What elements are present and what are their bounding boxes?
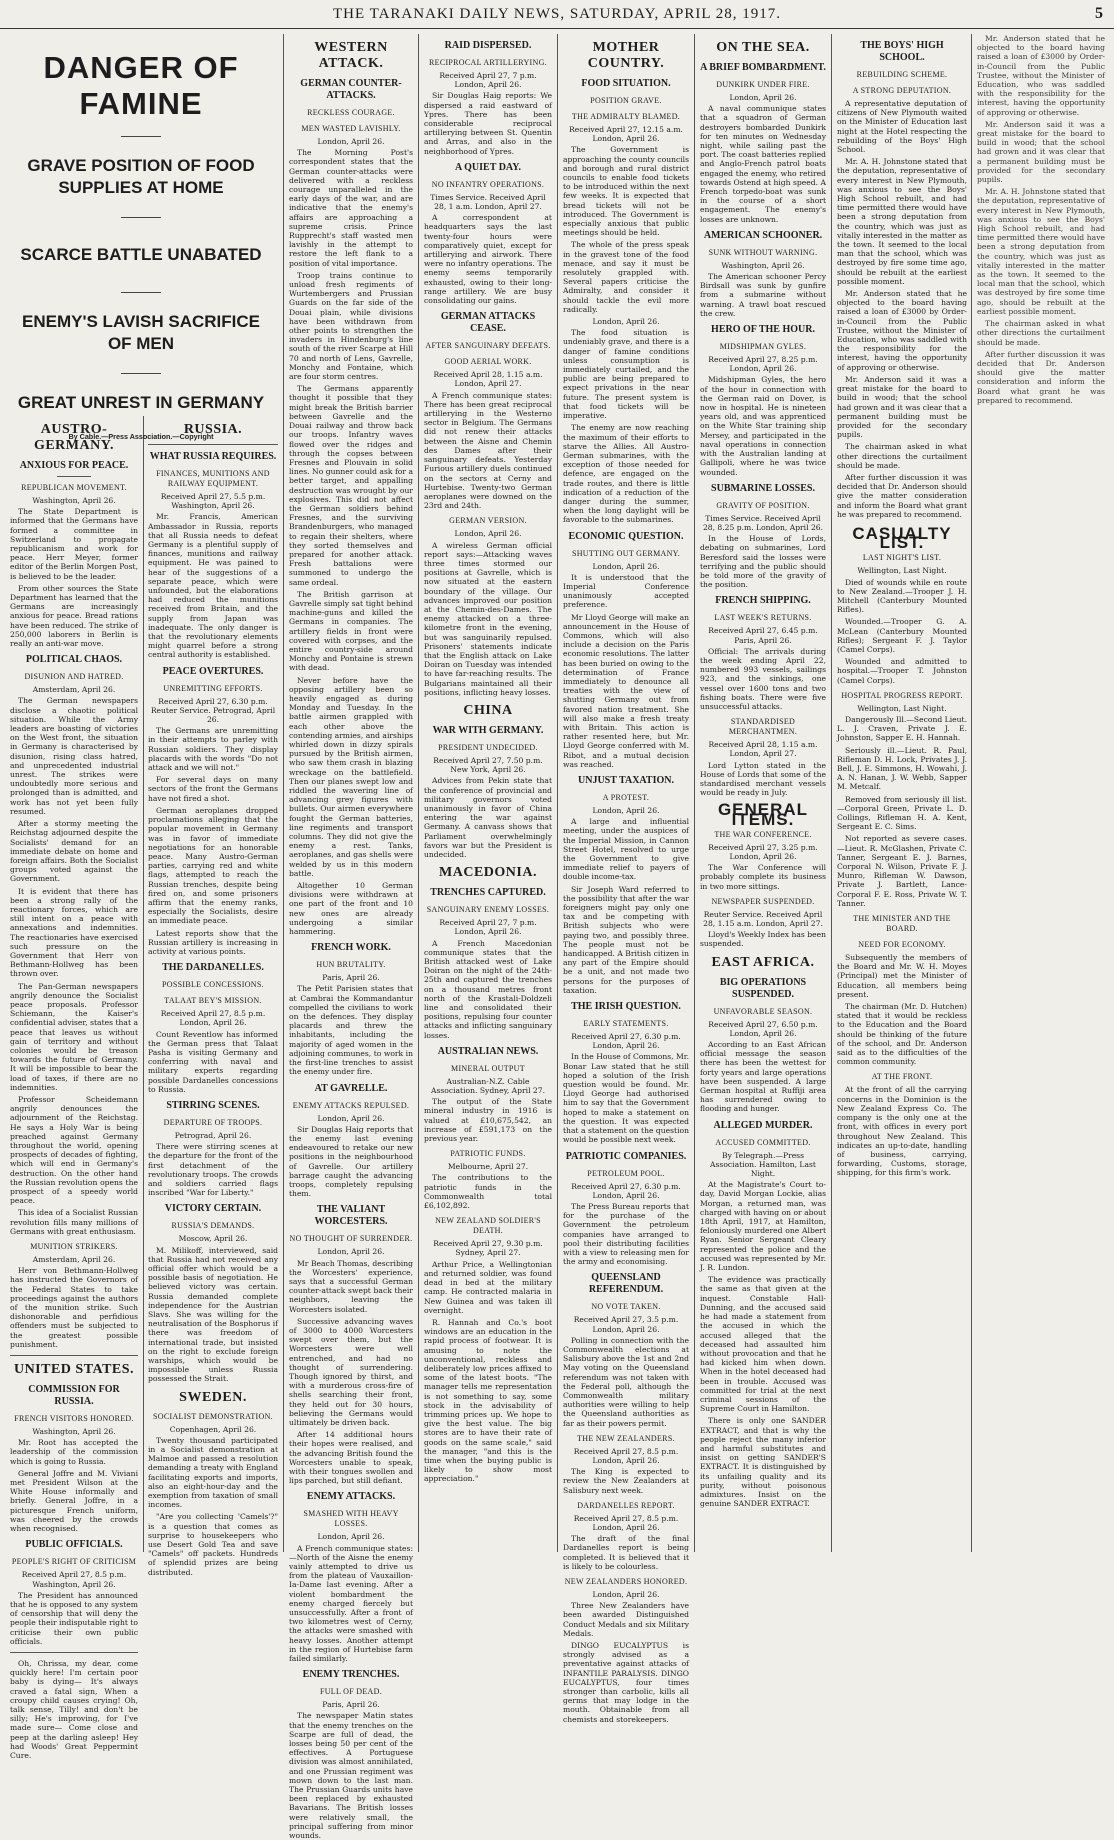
heading-valiant-worcesters: THE VALIANT WORCESTERS. [314,1204,388,1228]
dateline: Paris, April 26. [322,1700,380,1710]
divider [10,1355,138,1356]
article-paragraph: After further discussion it was decided that Dr. Anderson should give the matter consideration and inform the Board what grant he was prepared to recommend. [837,472,967,519]
subheading: SANGUINARY ENEMY LOSSES. [426,905,550,915]
heading-nz-soldier-death: NEW ZEALAND SOLDIER'S DEATH. [435,1216,541,1236]
article-paragraph: It is understood that the Imperial Conference unanimously accepted preference. [563,572,689,610]
article-paragraph: The Morning Post's correspondent states that the German counter-attacks were delivered with a reckless courage unparalleled in the early days of the war, and are indicative that the enemy's affairs are approaching a supreme crisis. Prince Rupprecht's staff wasted men lavishly in the attempt to restore the left flank to a position of vital importance. [289,148,413,268]
article-paragraph: Sir Douglas Haig reports: We dispersed a raid eastward of Ypres. There has been considerable reciprocal artillerying between St. Quentin and Arras, and also in the neighborhood of Ypres. [424,91,552,156]
article-paragraph: A naval communique states that a squadron of German destroyers bombarded Dunkirk for ten minutes on Wednesday night, while sailing past the port. The coast batteries replied and Anglo-French patrol boats engaged the enemy, who retired towards Ostend at high speed. A French torpedo-boat was sunk in the course of a short engagement. The enemy's losses are unknown. [700,104,826,224]
banner-headline-sacrifice: ENEMY'S LAVISH SACRIFICE OF MEN [22,312,260,353]
article-paragraph: Mr. Anderson said it was a great mistake for the board to build in wood; that the school had grown and it was clear that a permanent building must be provided for the secondary pupils. [977,119,1105,185]
dateline: Received April 27, 8.5 p.m. London, April 26. [160,1009,266,1028]
subheading: PETROLEUM POOL. [587,1168,665,1178]
heading-at-gavrelle: AT GAVRELLE. [314,1082,388,1094]
dateline: Reuter Service. Received April 28, 1.15 a.m. London, April 27. [703,909,823,928]
subheading: NO THOUGHT OF SURRENDER. [289,1234,413,1244]
article-paragraph: The Germans apparently thought it possible that they might break the British barrier between Gavrelle and the Douai railway and throw back our troops. Infantry waves flowed over the ridges and through the copses between Fresnes and Plouvain in solid lines. No gunner could ask for a better target, and appalling destruction was wrought by our explosives. This did not affect the German soldiers behind Fresnes, and the surviving Brandenburgers, who managed to regain their shelters, where they sorted themselves and prepared for another attack. Fresh battalions were summoned to undergo the same ordeal. [289,384,413,587]
subheading: A BRIEF BOMBARDMENT. [700,62,826,73]
article-paragraph: Count Reventlow has informed the German press that Talaat Pasha is visiting Germany and conferring with naval and military experts regarding possible Dardanelles concessions to Russia. [148,1029,278,1094]
page-number: 5 [1095,5,1104,22]
article-paragraph: The German newspapers disclose a chaotic political situation. While the Army leaders are boasting of victories on the West front, the situation in Germany is characterised by disunion, rising class hatred, and unprecedented industrial unrest. The strikes were undoubtedly more serious and prolonged than is admitted, and work has not yet been fully resumed. [10,696,138,816]
subheading: FINANCES, MUNITIONS AND RAILWAY EQUIPMENT. [156,469,270,488]
dateline: Paris, April 26. [322,973,380,983]
dateline: Times Service. Received April 28, 8.25 p.m. London, April 26. [702,513,824,532]
heading-munition-strikers: MUNITION STRIKERS. [30,1242,118,1252]
article-paragraph: The output of the State mineral industry in 1916 is valued at £10,675,542, an increase of £591,173 on the previous year. [424,1097,552,1144]
article-paragraph: There were stirring scenes at the departure for the front of the first detachment of the revolutionary troops. The crowds and soldiers carried flags inscribed "War for Liberty." [148,1142,278,1198]
dateline: Melbourne, April 27. [447,1162,529,1172]
dateline: London, April 26. [592,317,660,327]
heading-dardanelles: THE DARDANELLES. [162,962,264,974]
dateline: Received April 27, 9.30 p.m. Sydney, April 27. [433,1239,543,1258]
heading-united-states: UNITED STATES. [13,1362,135,1378]
subheading: SUNK WITHOUT WARNING. [708,247,818,257]
article-paragraph: At the Magistrate's Court to-day, David Morgan Lockie, alias Morgan, a returned man, was charged with having on or about 18th April, 1917, at Hamilton, feloniously murdered one Albert Ryan. Senior Sergeant Cleary represented the police and the accused was represented by Mr. J. R. Lundon. [700,1180,826,1273]
article-paragraph: Twenty thousand participated in a Socialist demonstration at Malmoe and passed a resolution demanding a treaty with England facilitating exports and imports, also an eight-hour-day and the exemption from taxation of small incomes. [148,1435,278,1510]
heading-new-zealanders-honored: NEW ZEALANDERS HONORED. [564,1577,688,1586]
dateline: Moscow, April 26. [178,1234,248,1244]
heading-american-schooner: AMERICAN SCHOONER. [703,229,823,241]
heading-war-conference: THE WAR CONFERENCE. [714,829,812,839]
heading-austro-germany: AUSTRO-GERMANY. [33,422,115,453]
byline: By Cable.—Press Association.—Copyright [68,432,214,441]
article-paragraph: In the House of Lords, debating on submarines, Lord Beresford said the losses were terrifying and the public should be told more of the gravity of the position. [700,534,826,590]
subheading: RECKLESS COURAGE. [307,108,395,117]
dateline: Wellington, Last Night. [857,703,947,713]
dateline: London, April 26. [454,529,522,539]
article-paragraph: The food situation is undeniably grave, and there is a danger of famine conditions unless consumption is immediately curtailed, and the public are being prepared to expect privations in the near future. The present system is that food tickets will be imperative. [563,328,689,421]
column-raid-dispersed [424,34,552,1552]
article-paragraph: Mr. A. H. Johnstone stated that the deputation, representative of every interest in New Plymouth, was anxious to see the Boys' High School rebuilt, and had time permitted there would have been a strong deputation from the country, which was just as vitally interested in the matter as the town. It seemed to the local man that the school, which was destroyed by fire some time ago, should be rebuilt at the earliest possible moment. [837,157,967,286]
heading-minister-and-board: THE MINISTER AND THE BOARD. [853,914,951,934]
article-paragraph: A wireless German official report says:—Attacking waves three times stormed our positions at Gavrelle, which is now situated at the eastern boundary of the village. Our advances improved our position at the Chemin-des-Dames. The enemy attacked on a three-kilometre front in the evening, but was sanguinarily repulsed. Prisoners' statements indicate that the English attack on Lake Doiran on Tuesday was intended to have far-reaching results. The Bulgarians maintained all their positions, inflicting heavy losses. [424,540,552,697]
article-paragraph: Mr. Root has accepted the leadership of the commission which is going to Russia. [10,1438,138,1466]
dateline: Amsterdam, April 26. [32,685,116,695]
dateline: Washington, April 26. [32,1427,116,1437]
article-paragraph: Mr Beach Thomas, describing the Worcesters' experience, says that a successful German counter-attack swept back their neighbors, leaving the Worcesters isolated. [289,1258,413,1314]
dateline: Received April 27, 12.15 a.m. London, April 26. [569,125,683,144]
article-paragraph: After a stormy meeting the Reichstag adjourned despite the Socialists' demand for an immediate debate on home and foreign affairs. Both the Socialist groups voted against the Government. [10,819,138,884]
dateline: London, April 26. [592,806,660,815]
subheading: REPUBLICAN MOVEMENT. [21,483,127,492]
advertisement-text: There is only one SANDER EXTRACT, and that is why the people reject the many inferior and harmful substitutes and insist on getting SANDER'S EXTRACT. It is distinguished by its unfailing quality and its purity, without poisonous admixtures. Insist on the genuine SANDER EXTRACT. [700,1416,826,1509]
subheading: DEPARTURE OF TROOPS. [163,1117,263,1127]
heading-mother-country: MOTHER COUNTRY. [587,40,665,71]
heading-new-zealanders: THE NEW ZEALANDERS. [577,1433,675,1443]
subheading: THE ADMIRALTY BLAMED. [571,112,681,121]
heading-enemy-trenches: ENEMY TRENCHES. [302,1669,400,1681]
dateline: Received April 27, 7 p.m. London, April 26. [439,918,537,937]
subheading: WAR WITH GERMANY. [432,724,544,736]
heading-standardised-merchantmen: STANDARDISED MERCHANTMEN. [728,717,798,737]
article-paragraph: The Petit Parisien states that at Cambrai the Kommandantur compelled the civilians to work on the defences. They display placards and threw the inhabitants, including the majority of aged women in the adjoining communes, to work in the first-line trenches to assist the enemy under fire. [289,984,413,1077]
divider [121,292,161,293]
article-paragraph: Wounded and admitted to hospital.—Trooper T. Johnston (Camel Corps). [837,657,967,685]
article-paragraph: According to an East African official message the season there has been the wettest for forty years and large operations have been suspended. A large German hospital at Ruffiji area has surrendered owing to flooding and hunger. [700,1040,826,1114]
article-paragraph: Lord Lytton stated in the House of Lords that some of the standardised merchant vessels would be ready in July. [700,760,826,798]
dateline: London, April 26. [317,1532,385,1542]
heading-irish-question: THE IRISH QUESTION. [571,1001,681,1013]
subheading: UNFAVORABLE SEASON. [713,1006,813,1016]
article-paragraph: Advices from Pekin state that the conference of provincial and military governors voted unanimously in favor of China entering the war against Germany. A canvass shows that Parliament overwhelmingly favors war but the President is undecided. [424,776,552,859]
heading-at-the-front: AT THE FRONT. [871,1072,933,1082]
divider [10,1652,138,1653]
dateline: Received April 27, 6.30 p.m. London, April 26. [571,1181,681,1200]
heading-east-africa: EAST AFRICA. [711,954,815,970]
column-on-the-sea [700,34,826,1552]
article-paragraph: Dangerously Ill.—Second Lieut. L. J. Craven, Private J. E. Johnston, Sapper E. H. Hannah. [837,714,967,743]
article-paragraph: General Joffre and M. Viviani met President Wilson at the White House informally and briefly. General Joffre, in a picturesque French uniform, was cheered by the crowds when recognised. [10,1468,138,1534]
article-paragraph: The draft of the final Dardanelles report is being completed. It is believed that it is likely to be colourless. [563,1534,689,1571]
subheading: SMASHED WITH HEAVY LOSSES. [303,1509,399,1529]
divider [121,373,161,374]
heading-on-the-sea: ON THE SEA. [716,40,810,55]
dateline: Received April 27, 6.30 p.m. Reuter Service. Petrograd, April 26. [150,696,276,725]
heading-unjust-taxation: UNJUST TAXATION. [578,775,674,786]
article-paragraph: Midshipman Gyles, the hero of the hour in connection with the German raid on Dover, is now in hospital. He is nineteen years old, and was apprenticed on the White Star training ship Mersey, and participated in the naval operations in connection with the Australian landing at Gallipoli, where he was twice wounded. [700,375,826,477]
article-paragraph: Seriously ill.—Lieut. R. Paul, Rifleman D. H. Lock, Privates J. J. Bell, J. E. Simmons, H. Wowahi, J. A. N. Hanan, J. W. Webb, Sapper M. Metcalf. [837,745,967,792]
heading-french-work: FRENCH WORK. [311,942,391,954]
article-paragraph: Arthur Price, a Wellingtonian and returned soldier, was found dead in bed at the military camp. He contracted malaria in New Guinea and was taken ill overnight. [424,1259,552,1315]
article-paragraph: The enemy are now reaching the maximum of their efforts to starve the Allies. All Austro-German submarines, with the exception of those needed for defence, are engaged on the trade routes, and there is little indication of a reduction of the danger during the summer, when the long daylight will be favorable to the submarines. [563,423,689,525]
subheading: MIDSHIPMAN GYLES. [719,342,807,352]
article-paragraph: German aeroplanes dropped proclamations alleging that the popular movement in Germany was in favor of immediate negotiations for an honorable peace. Many Austro-German parties, carrying red and white flags, attempted to reach the Russian trenches, despite being fired on, and some prisoners affirm that the enemy ranks, especially the Socialists, desire an immediate peace. [148,805,278,926]
article-paragraph: Successive advancing waves of 3000 to 4000 Worcesters swept over them, but the Worcesters were well entrenched, and had no thought of surrendering. Though ignored by thirst, and with a murderous cross-fire of shells searching their front, they held out for 30 hours, believing the Germans would ultimately be driven back. [289,1316,413,1427]
subheading: PEOPLE'S RIGHT OF CRITICISM [11,1557,137,1567]
banner-headline-famine: DANGER OF FAMINE [43,50,239,121]
heading-german-version: GERMAN VERSION. [449,516,527,526]
dateline: Washington, April 26. [32,496,116,505]
heading-victory-certain: VICTORY CERTAIN. [164,1203,262,1215]
article-paragraph: The King is expected to review the New Zealanders at Salisbury next week. [563,1467,689,1495]
article-paragraph: A representative deputation of citizens of New Plymouth waited on the Minister of Education last night at the Hotel respecting the rebuilding of the Boys' High School. [837,99,967,155]
subheading: BIG OPERATIONS SUSPENDED. [719,976,807,1000]
column-russia [148,416,278,1577]
column-western-attack [289,34,413,1840]
dateline: Received April 28, 1.15 a.m. London, April 27. [433,370,543,389]
dateline: Received April 27, 8.5 p.m. London, April 26. [573,1513,679,1532]
dateline: Received April 27, 3.5 p.m. London, April 26. [573,1315,679,1334]
column-rule [143,416,144,1552]
dateline: Received April 27, 8.25 p.m. London, April 26. [708,355,818,374]
article-paragraph: The Government is approaching the county councils and borough and rural district councils to enable food tickets to be introduced within the next few weeks. It is expected that bread tickets will not be introduced. The Government is especially anxious that public meetings should be held. [563,145,689,238]
subheading: TALAAT BEY'S MISSION. [164,996,262,1006]
banner-headline-unrest: GREAT UNREST IN GERMANY [17,393,265,412]
article-paragraph: This idea of a Socialist Russian revolution fills many millions of Germans with great enthusiasm. [10,1208,138,1236]
subheading: GOOD AERIAL WORK. [444,357,532,367]
article-paragraph: From other sources the State Department has learned that the Germans are increasingly anxious for peace. Bread rations have been reduced. The strike of 250,000 laborers in Berlin is really an anti-war move. [10,583,138,649]
heading-quiet-day: A QUIET DAY. [454,161,522,173]
article-paragraph: Mr. Anderson stated that he objected to the board having raised a loan of £3000 by Order-in-Council from the Public Trustee, without the Minister of Education, who was saddled with the responsibility for the interest, having the opportunity of approving or otherwise. [837,289,967,372]
dateline: Washington, April 26. [721,260,805,270]
subheading: NEED FOR ECONOMY. [858,940,946,950]
article-paragraph: Not reported as severe cases.—Lieut. R. McGlashen, Private C. Tanner, Sergeant E. J. Barnes, Corporal N. Wilson, Private F. J. Munro, Rifleman W. Dawson, Private J. Bartlett, Lance-Corporal F. E. Ross, Private W. T. Tanner. [837,834,967,908]
subheading: A STRONG DEPUTATION. [852,86,952,95]
column-austro-germany [10,416,138,1760]
subheading: EARLY STATEMENTS. [583,1019,669,1029]
article-paragraph: The War Conference will probably complete its business in two more sittings. [700,863,826,891]
dateline: Received April 27, 8.5 p.m. Washington, April 26. [21,1570,127,1589]
heading-boys-high-school: THE BOYS' HIGH SCHOOL. [860,40,944,63]
subheading: LAST NIGHT'S LIST. [862,553,942,563]
heading-public-officials: PUBLIC OFFICIALS. [25,1539,123,1551]
column-rule [831,34,832,1552]
heading-hospital-progress: HOSPITAL PROGRESS REPORT. [841,690,963,700]
article-paragraph: It is evident that there has been a strong rally of the reactionary forces, which are still intent on a peace with annexations and indemnities. The reactionaries have exercised such pressure on the Government that Herr von Bethmann-Hollweg has been thrown over. [10,886,138,979]
article-paragraph: Latest reports show that the Russian artillery is increasing in activity at various points. [148,928,278,956]
article-paragraph: A large and influential meeting, under the auspices of the Imperial Mission, in Cannon Street Hotel, resolved to urge the Government to give immediate relief to payers of double income-tax. [563,817,689,882]
article-paragraph: The State Department is informed that the Germans have formed a committee in Switzerland to propagate republicanism and work for peace. Herr Meyer, former editor of the Berlin Morgen Post, is believed to be the leader. [10,507,138,581]
dateline: London, April 26. [592,1590,660,1599]
divider [121,217,161,218]
article-paragraph: The American schooner Percy Birdsall was sunk by gunfire from a submarine without warning. A trawl boat rescued the crew. [700,272,826,318]
column-rule [283,34,284,1552]
dateline: Received April 27, 6.45 p.m. Paris, April 26. [708,626,818,645]
article-paragraph: Died of wounds while en route to New Zealand.—Trooper J. H. Mitchell (Canterbury Mounted Rifles). [837,577,967,615]
article-paragraph: The chairman (Mr. D. Hutchen) stated that it would be reckless to the Education and the Board should be thinking of the future of the school, and Dr. Anderson said as to the difficulties of the common community. [837,1002,967,1067]
article-paragraph: Never before have the opposing artillery been so heavily engaged as during Monday and Tuesday. In the battle airmen grappled with each other above the contending armies, and airships whirled down in dizzy spirals pursued by the British airmen, who saw them crash in blazing wreckage on the battlefield. Then our planes swept low and riddled the wavering line of advancing grey figures with bullets. Our airmen everywhere fought the German batteries, line regiments and transport columns. They did not give the enemy a rest. Tanks, aeroplanes, and gas shells were welded by us in this modern battle. [289,675,413,878]
divider [121,136,161,137]
article-paragraph: Mr. A. H. Johnstone stated that the deputation, representative of every interest in New Plymouth, was anxious to see the Boys' High School rebuilt, and had time permitted there would have been a strong deputation from the country, which was just as vitally interested in the matter as the town. It seemed to the local man that the school, which was destroyed by fire some time ago, should be rebuilt at the earliest possible moment. [977,187,1105,316]
article-paragraph: After 14 additional hours their hopes were realised, and the advancing British found the Worcesters unable to speak, with their tongues swollen and lips parched, but still defiant. [289,1430,413,1486]
dateline: Received April 27, 8.5 p.m. London, April 26. [573,1446,679,1465]
heading-german-attacks-cease: GERMAN ATTACKS CEASE. [440,311,536,335]
heading-australian-news: AUSTRALIAN NEWS. [437,1045,539,1057]
heading-western-attack: WESTERN ATTACK. [314,40,388,71]
heading-sweden: SWEDEN. [179,1389,247,1405]
subheading: HUN BRUTALITY. [316,960,386,970]
heading-raid-dispersed: RAID DISPERSED. [444,40,532,51]
subheading: NO VOTE TAKEN. [591,1302,661,1312]
article-paragraph: A French communique states: There has been great reciprocal artillerying in the Westerno sector in Belgium. The Germans did not renew their attacks between the Aisne and Chemin des Dames after their sanguinary defeats. Yesterday Furious artillery duels continued on the sectors at Cerny and Hurtebise. Twenty-two German aeroplanes were downed on the 23rd and 24th. [424,390,552,511]
article-paragraph: Subsequently the members of the Board and Mr. W. H. Moyes (Principal) met the Minister of Education, all members being present. [837,953,967,999]
subheading: PRESIDENT UNDECIDED. [438,742,538,752]
dateline: London, April 26. [317,1247,385,1257]
subheading: NO INFANTRY OPERATIONS. [431,179,545,189]
dateline: Received April 27, 6.50 p.m. London, April 26. [708,1019,818,1038]
advertisement-text: DINGO EUCALYPTUS is strongly advised as a preventative against attacks of INFANTILE PARALYSIS. DINGO EUCALYPTUS, four times stronger than carbolic, kills all germs that may lodge in the mouth. Obtainable from all chemists and storekeepers. [563,1641,689,1724]
article-paragraph: The British garrison at Gavrelle simply sat tight behind machine-guns and killed the Germans in companies. The artillery fields in front were covered with corpses, and the entire country-side around Monchy and Pontaine is strewn with dead. [289,589,413,673]
article-paragraph: Sir Douglas Haig reports that the enemy last evening endeavoured to retake our new positions in the neighbourhood of Gavrelle. Our artillery barrage caught the advancing troops, completely repulsing them. [289,1124,413,1199]
dateline: Received April 27, 7.50 p.m. New York, April 26. [433,755,543,775]
subheading: RECIPROCAL ARTILLERYING. [429,58,547,67]
heading-general-items: GENERAL ITEMS. [717,800,809,829]
subheading: GERMAN COUNTER-ATTACKS. [300,78,402,101]
subheading: RUSSIA'S DEMANDS. [171,1221,255,1231]
subheading: DISUNION AND HATRED. [24,672,124,682]
article-paragraph: Mr. Anderson stated that he objected to the board having raised a loan of £3000 by Order-in-Council from the Public Trustee, without the Minister of Education, who was saddled with the responsibility for the interest, having the opportunity of approving or otherwise. [977,34,1105,117]
subheading: POSSIBLE CONCESSIONS. [162,980,264,990]
article-paragraph: The evidence was practically the same as that given at the inquest. Constable Hall-Dunning, and the accused said he had made a statement from the accused in which the accused alleged that the deceased had assaulted him without provocation and that he had kicked him when down. When in the hotel deceased had been in trouble. Accused was committed for trial at the next criminal sessions of the Supreme Court in Hamilton. [700,1275,826,1414]
subheading: AFTER SANGUINARY DEFEATS. [425,341,551,351]
article-paragraph: The newspaper Matin states that the enemy trenches on the Scarpe are full of dead, the losses being 50 per cent of the effectives. A Portuguese division was almost annihilated, and one Prussian regiment was mown down to the last man. The Prussian Guards units have been replaced by exhausted Bavarians. The British losses were relatively small, the principal suffering from minor wounds. [289,1711,413,1840]
heading-newspaper-suspended: NEWSPAPER SUSPENDED. [711,896,815,906]
subheading: LAST WEEK'S RETURNS. [714,613,812,623]
article-paragraph: Mr. Francis, American Ambassador in Russia, reports that all Russia needs to defeat Germany is a plentiful supply of finances, munitions and railway equipment. He was pained to hear of the suggestions of a separate peace, which were unfounded, but the elaborations had reduced the munitions received from Britain, and the supply from Japan was inadequate. The only danger is that the revolutionary elements might quarrel before a strong central authority is established. [148,512,278,660]
divider [57,476,91,477]
dateline: Australian-N.Z. Cable Association. Sydney, April 27. [431,1076,545,1096]
article-paragraph: A French Macedonian communique states that the British attacked west of Lake Doiran on the night of the 24th-25th and captured the trenches on a thousand metres front north of the Krastali-Doldzeli line and consolidated their positions, repulsing four counter attacks and inflicting sanguinary losses. [424,938,552,1040]
subheading: ANXIOUS FOR PEACE. [19,460,129,471]
subheading: FOOD SITUATION. [581,78,671,89]
article-paragraph: For several days on many sectors of the front the Germans have not fired a shot. [148,775,278,803]
subheading: FULL OF DEAD. [319,1687,383,1697]
banner-headline-food: GRAVE POSITION OF FOOD SUPPLIES AT HOME [27,156,255,197]
article-paragraph: In the House of Commons, Mr. Bonar Law stated that he still hoped a solution of the Irish question would be found. Mr. Lloyd George had authorised him to say that the Government hoped to make a statement on the question. It was expected that a statement on the question would be possible next week. [563,1052,689,1145]
heading-economic-question: ECONOMIC QUESTION. [568,530,684,542]
heading-alleged-murder: ALLEGED MURDER. [713,1119,813,1131]
advertisement-text: R. Hannah and Co.'s boot windows are an education in the rapid process of footwear. It is amusing to note the unconventional, reckless and deliberately low prices affixed to some of the latest boots. "The manager tells me representation is not something to say, some stock in the advisability of trimming prices up. We hope to give the best value. The big stores are to have their rate of goods on the same scale," said the manager, "and this is the time when the buying public is likely to show most appreciation." [424,1317,552,1484]
dateline: London, April 26. [317,137,385,146]
article-paragraph: Troop trains continue to unload fresh regiments of Wurtembergers and Prussian Guards on the far side of the Douai plain, while divisions have been withdrawn from other points to strengthen the invaders in Hindenburg's line south of the river Scarpe at Hill 70 and north of Lens, Gavrelle, Monchy and Fontaine, which are four storm centres. [289,270,413,382]
heading-enemy-attacks: ENEMY ATTACKS. [306,1491,396,1503]
subheading: UNREMITTING EFFORTS. [163,683,263,693]
dateline: Times Service. Received April 28, 1 a.m. London, April 27. [430,192,546,212]
subheading: SHUTTING OUT GERMANY. [571,548,680,558]
column-rule [971,34,972,1552]
article-paragraph: Three New Zealanders have been awarded Distinguished Conduct Medals and six Military Medals. [563,1601,689,1638]
article-paragraph: The President has announced that he is opposed to any system of censorship that will deny the people their indisputable right to criticise their own public officials. [10,1590,138,1646]
article-paragraph: A French communique states:—North of the Aisne the enemy vainly attempted to drive us from the plateau of Vauxaillon-Ia-Dame last evening. After a violent bombardment the enemy charged fiercely but unsuccessfully. After a front of two kilometres west of Cerny, the attacks were smashed with heavy losses. Another attempt in the region of Hurtebise farm failed similarly. [289,1543,413,1664]
advertisement-text: At the front of all the carrying concerns in the Dominion is the New Zealand Express Co. The company is the only one at the front, with offices in every port throughout New Zealand. This indicates an up-to-date, handling of business, carrying, forwarding, Customs, storage, shipping, for this firm's work. [837,1085,967,1178]
subheading: ACCUSED COMMITTED. [715,1137,811,1147]
subheading: REBUILDING SCHEME. [856,70,948,79]
subheading: TRENCHES CAPTURED. [430,887,546,899]
article-paragraph: The Pan-German newspapers angrily denounce the Socialist peace proposals. Professor Schiemann, the Kaiser's confidential adviser, states that a peace that leaves us without gain of territory and without colonies would be treason towards the future of Germany. It will be impossible to bear the load of taxes, if there are no indemnities. [10,981,138,1092]
column-rule [418,34,419,1552]
dateline: Amsterdam, April 26. [32,1255,116,1265]
subheading: ENEMY ATTACKS REPULSED. [292,1100,410,1110]
article-paragraph: A correspondent at headquarters says the last twenty-four hours were comparatively quiet, except for artillerying and airwork. There were no infantry operations. The enemy seems temporarily exhausted, owing to their long-range artillery. We are busy consolidating our gains. [424,213,552,306]
article-paragraph: M. Milikoff, interviewed, said that Russia had not received any official offer which would be a possible basis of negotiation. He believed victory was certain. Russia demanded complete independence for the Austrian Slavs. She was willing for the neutralisation of the Bosphorus if there was freedom of international trade, but insisted on the right to exclude foreign warships, which would be impossible unless Russia possessed the Strait. [148,1245,278,1384]
heading-hero-of-the-hour: HERO OF THE HOUR. [711,324,815,336]
heading-political-chaos: POLITICAL CHAOS. [25,654,123,666]
subheading: FRENCH VISITORS HONORED. [14,1414,134,1424]
heading-russia: RUSSIA. [183,422,243,437]
heading-china: CHINA [463,702,513,718]
article-paragraph: The Germans are unremitting in their attempts to parley with Russian soldiers. They display placards with the words "Do not attack and we will not." [148,726,278,773]
subheading: POSITION GRAVE. [590,96,662,105]
article-paragraph: Mr Lloyd George will make an announcement in the House of Commons, which will also include a decision on the Paris economic resolutions. The latter has been buried on owing to the determination of France immediately to denounce all treaties with the view of shutting Germany out from favored nation treatment. She will also make a fresh treaty with Britain. This action is rather resented here, but Mr. Lloyd George conferred with M. Ribot, and a mutual decision was reached. [563,612,689,769]
column-rule [694,34,695,1552]
divider [148,444,278,445]
masthead-title: THE TARANAKI DAILY NEWS, SATURDAY, APRIL 28, 1917. [332,6,781,22]
dateline: By Telegraph.—Press Association. Hamilton, Last Night. [710,1150,816,1179]
heading-casualty-list: CASUALTY LIST. [852,523,952,553]
masthead [0,0,1114,29]
subheading: WHAT RUSSIA REQUIRES. [149,451,277,462]
banner-headline-battle: SCARCE BATTLE UNABATED [20,245,262,264]
dateline: Received April 27, 5.5 p.m. Washington, April 26. [160,492,266,511]
article-paragraph: The whole of the press speak in the gravest tone of the food menace, and say it must be resolutely grappled with. Several papers criticise the Admiralty, and consider it should tackle the evil more radically. [563,240,689,314]
heading-dardanelles-report: DARDANELLES REPORT. [577,1500,675,1510]
advertisement-text: "Are you collecting 'Camels'?" is a question that comes as surprise to housekeepers who use Desert Gold Tea and save "Camels" off packets. Hundreds of splendid prizes are being distributed. [148,1512,278,1577]
subheading: COMMISSION FOR RUSSIA. [28,1384,120,1408]
dateline: London, April 26. [729,93,797,102]
column-continuation [977,34,1105,1552]
heading-queensland-referendum: QUEENSLAND REFERENDUM. [588,1272,664,1296]
article-paragraph: The contributions to the patriotic funds in the Commonwealth total £6,102,892. [424,1173,552,1211]
dateline: Received April 28, 1.15 a.m. London, April 27. [708,740,818,759]
dateline: Received April 27, 3.25 p.m. London, April 26. [708,842,818,861]
column-boys-high-school [837,34,967,1552]
dateline: London, April 26. [592,561,660,571]
article-paragraph: Sir Joseph Ward referred to the possibility that after the war foreigners might pay only one tax and be competing with British subjects who were paying two, and possibly three. The people must not be handicapped. A British citizen in any part of the Empire should be a unit, and not made two persons for the purposes of taxation. [563,884,689,995]
dateline: Received April 27, 6.30 p.m. London, April 26. [571,1032,681,1051]
heading-submarine-losses: SUBMARINE LOSSES. [711,482,815,494]
subheading: MINERAL OUTPUT [451,1063,525,1073]
heading-patriotic-companies: PATRIOTIC COMPANIES. [565,1150,687,1162]
dateline: Copenhagen, April 26. [169,1424,257,1434]
dateline: Wellington, Last Night. [857,566,947,576]
subheading: A PROTEST. [602,793,650,802]
article-paragraph: Wounded.—Trooper G. A. McLean (Canterbury Mounted Rifles); Sergeant F. J. Taylor (Camel Corps). [837,617,967,654]
article-paragraph: After further discussion it was decided that Dr. Anderson should give the matter consideration and inform the Board what grant he was prepared to recommend. [977,349,1105,405]
subheading: GRAVITY OF POSITION. [716,500,810,510]
dateline: Petrograd, April 26. [174,1130,252,1140]
article-paragraph: The chairman asked in what other directions the curtailment should be made. [837,442,967,470]
subheading: SOCIALIST DEMONSTRATION. [153,1411,273,1421]
dateline: London, April 26. [317,1113,385,1123]
dateline: Received April 27, 7 p.m. London, April 26. [439,71,537,90]
heading-french-shipping: FRENCH SHIPPING. [715,595,811,607]
article-paragraph: Polling in connection with the Commonwealth elections at Salisbury above the 1st and 2nd May voting on the Queensland referendum was not taken with the Federal poll, although the Commonwealth military authorities were willing to help the Queensland authorities as far as their powers permit. [563,1335,689,1428]
article-paragraph: The chairman asked in what other directions the curtailment should be made. [977,319,1105,347]
article-paragraph: Altogether 10 German divisions were withdrawn at one part of the front and 10 new ones are already undergoing a similar hammering. [289,881,413,937]
article-paragraph: Mr. Anderson said it was a great mistake for the board to build in wood; that the school had grown and it was clear that a permanent building must be provided for the secondary pupils. [837,374,967,440]
article-paragraph: Professor Scheidemann angrily denounces the adjournment of the Reichstag. He says a Holy War is being preached against Germany throughout the world, opening prospects of decades of fighting, which will end in Germany's destruction. On the other hand the Russian revolution opens the prospect of a speedy world peace. [10,1094,138,1206]
subheading: MEN WASTED LAVISHLY. [301,124,401,133]
article-paragraph: The Press Bureau reports that for the purchase of the Government the petroleum companies have arranged to pool their distributing facilities with a view to releasing men for the army and economising. [563,1201,689,1267]
column-mother-country [563,34,689,1724]
article-paragraph: Lloyd's Weekly Index has been suspended. [700,930,826,949]
heading-patriotic-funds: PATRIOTIC FUNDS. [450,1149,526,1159]
heading-stirring-scenes: STIRRING SCENES. [166,1099,260,1111]
advertisement-poem: Oh, Chrissa, my dear, come quickly here! I'm certain poor baby is dying— It's always craved a fatal sign, When a croupy child causes crying! Oh, talk sense, Tilly! and don't be silly; He's improving, for I've made sure— Come close and peep at the darling asleep! Hey had Woods' Great Peppermint Cure. [10,1658,138,1760]
heading-peace-overtures: PEACE OVERTURES. [162,665,264,677]
column-rule [557,34,558,1552]
subheading: DUNKIRK UNDER FIRE. [716,80,810,89]
article-paragraph: Removed from seriously ill list.—Corporal Green, Private L. D. Collings, Rifleman H. A. Kent, Sergeant E. C. Sims. [837,794,967,832]
article-paragraph: Herr von Bethmann-Hollweg has instructed the Governors of the Federal States to take proceedings against the authors of the munition strike. Such dishonorable and perfidious offenders must be subjected to the greatest possible punishment. [10,1266,138,1349]
heading-macedonia: MACEDONIA. [439,865,537,881]
article-paragraph: Official: The arrivals during the week ending April 22, numbered 993 vessels, sailings 923, and the sinkings, one vessel over 1600 tons and two fishing boats. There were five unsuccessful attacks. [700,646,826,711]
